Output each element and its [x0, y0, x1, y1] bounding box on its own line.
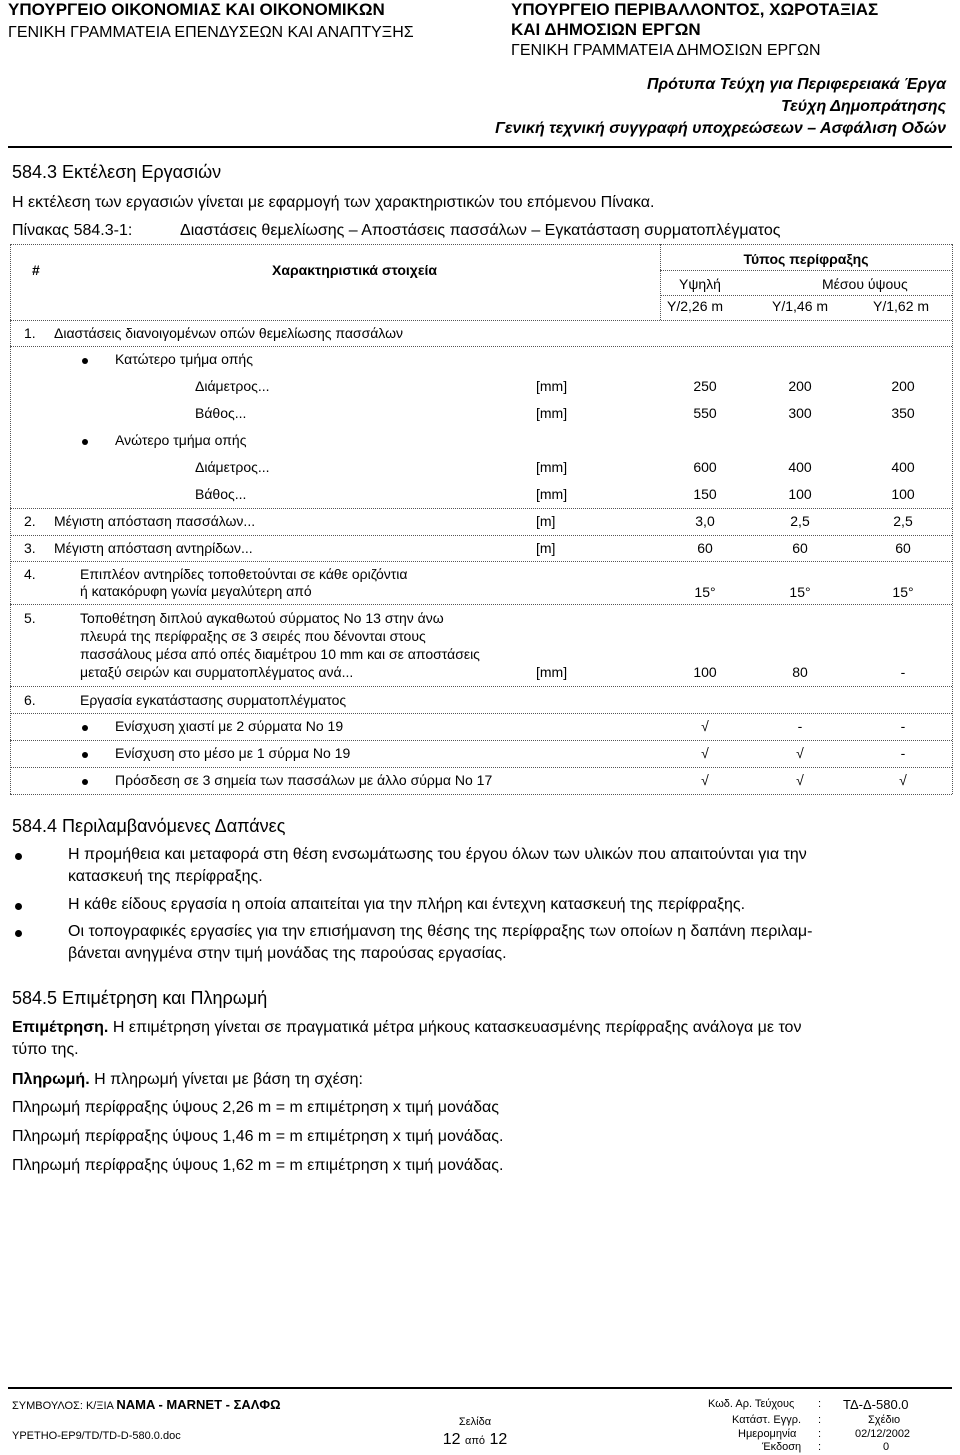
row6c-text: Πρόσδεση σε 3 σημεία των πασσάλων με άλλο σύρμα Νο 17	[115, 772, 493, 788]
header-doc-line-2: Τεύχη Δημοπράτησης	[780, 98, 946, 115]
table-rule	[10, 535, 952, 536]
costs-bullet-3-line-2: βάνεται ανηγμένα στην τιμή μονάδας της παρούσας εργασίας.	[68, 945, 507, 962]
costs-bullet-1-line-1: Η προμήθεια και μεταφορά στη θέση ενσωμάτωσης του έργου όλων των υλικών που απαιτούνται για την	[68, 846, 807, 863]
bullet-icon	[82, 752, 88, 758]
lower-depth-label: Βάθος...	[195, 405, 247, 421]
row1-text: Διαστάσεις διανοιγομένων οπών θεμελίωσης πασσάλων	[54, 325, 404, 341]
table-rule	[660, 270, 952, 271]
payment-line-1: Πληρωμή περίφραξης ύψους 2,26 m = m επιμέτρηση x τιμή μονάδας	[12, 1099, 499, 1116]
footer-state-value: Σχέδιο	[868, 1414, 901, 1426]
measure-line-1: Επιμέτρηση. Η επιμέτρηση γίνεται σε πραγματικά μέτρα μήκους κατασκευασμένης περίφραξης ανάλογα με τον	[12, 1019, 802, 1036]
row3-val-1: 60	[697, 540, 713, 556]
upper-diameter-val-3: 400	[891, 459, 915, 475]
table-rule	[10, 346, 952, 347]
payment-line-2: Πληρωμή περίφραξης ύψους 1,46 m = m επιμέτρηση x τιμή μονάδας.	[12, 1128, 504, 1145]
row6b-val-3: -	[900, 745, 906, 761]
table-rule	[10, 320, 952, 321]
table-rule	[10, 604, 952, 605]
row2-val-3: 2,5	[893, 513, 913, 529]
footer-colon: :	[818, 1441, 822, 1453]
footer-code-value: ΤΔ-Δ-580.0	[843, 1397, 909, 1412]
row6b-text: Ενίσχυση στο μέσο με 1 σύρμα Νο 19	[115, 745, 351, 761]
table-label: Πίνακας 584.3-1:	[12, 222, 133, 239]
row4-num: 4.	[24, 566, 36, 582]
row5-text-3: πασσάλους μέσα από οπές διαμέτρου 10 mm και σε αποστάσεις	[80, 646, 480, 662]
row3-unit: [m]	[536, 540, 556, 556]
footer-page-label: Σελίδα	[458, 1416, 492, 1428]
row2-val-1: 3,0	[695, 513, 715, 529]
payment-intro: Πληρωμή. Η πληρωμή γίνεται με βάση τη σχέση:	[12, 1071, 363, 1088]
row5-val-1: 100	[693, 664, 717, 680]
bullet-icon	[82, 725, 88, 731]
upper-depth-val-2: 100	[788, 486, 812, 502]
upper-diameter-unit: [mm]	[536, 459, 568, 475]
lower-diameter-val-3: 200	[891, 378, 915, 394]
footer-code-label: Κωδ. Αρ. Τεύχους	[708, 1398, 795, 1410]
row4-text-1: Επιπλέον αντηρίδες τοποθετούνται σε κάθε οριζόντια	[80, 566, 408, 582]
row6c-val-3: √	[899, 772, 907, 788]
footer-state-label: Κατάστ. Εγγρ.	[732, 1414, 802, 1426]
header-right-title-1: ΥΠΟΥΡΓΕΙΟ ΠΕΡΙΒΑΛΛΟΝΤΟΣ, ΧΩΡΟΤΑΞΙΑΣ	[511, 0, 879, 19]
table-rule	[660, 295, 952, 296]
intro-text: Η εκτέλεση των εργασιών γίνεται με εφαρμογή των χαρακτηριστικών του επόμενου Πίνακα.	[12, 194, 655, 211]
row6a-val-1: √	[701, 718, 709, 734]
row6b-val-2: √	[796, 745, 804, 761]
row2-num: 2.	[24, 513, 36, 529]
costs-bullet-3-line-1: Οι τοπογραφικές εργασίες για την επισήμανση της θέσης της περίφραξης των οποίων η δαπάνη περιλαμ-	[68, 923, 813, 940]
bullet-icon	[82, 779, 88, 785]
col-features: Χαρακτηριστικά στοιχεία	[272, 262, 437, 278]
row5-text-4: μεταξύ σειρών και συρματοπλέγματος ανά...	[80, 664, 354, 680]
footer-colon: :	[818, 1398, 822, 1410]
row6a-val-3: -	[900, 718, 906, 734]
col-type: Τύπος περίφραξης	[743, 251, 869, 267]
footer-rule	[8, 1387, 952, 1389]
measure-line-2: τύπο της.	[12, 1041, 79, 1058]
row6a-text: Ενίσχυση χιαστί με 2 σύρματα Νο 19	[115, 718, 344, 734]
bullet-icon	[82, 358, 88, 364]
costs-bullet-1-line-2: κατασκευή της περίφραξης.	[68, 868, 263, 885]
row5-val-2: 80	[792, 664, 808, 680]
bullet-icon	[82, 439, 88, 445]
table-rule	[10, 686, 952, 687]
row6-text: Εργασία εγκατάστασης συρματοπλέγματος	[80, 692, 347, 708]
footer-page-number: 12 από 12	[442, 1431, 508, 1448]
row2-unit: [m]	[536, 513, 556, 529]
lower-depth-val-3: 350	[891, 405, 915, 421]
lower-depth-val-2: 300	[788, 405, 812, 421]
upper-depth-label: Βάθος...	[195, 486, 247, 502]
row5-text-2: πλευρά της περίφραξης σε 3 σειρές που δένονται στους	[80, 628, 426, 644]
row3-text: Μέγιστη απόσταση αντηρίδων...	[54, 540, 253, 556]
row6c-val-2: √	[796, 772, 804, 788]
upper-part-label: Ανώτερο τμήμα οπής	[115, 432, 247, 448]
header-doc-line-3: Γενική τεχνική συγγραφή υποχρεώσεων – Ασφάλιση Οδών	[495, 120, 946, 137]
lower-depth-val-1: 550	[693, 405, 717, 421]
footer-consultant: ΣΥΜΒΟΥΛΟΣ: Κ/ΞΙΑ NAMA - MARNET - ΣΑΛΦΩ	[12, 1397, 281, 1412]
lower-diameter-val-2: 200	[788, 378, 812, 394]
table-rule-vertical	[952, 244, 953, 794]
table-rule	[10, 767, 952, 768]
row3-num: 3.	[24, 540, 36, 556]
upper-diameter-val-1: 600	[693, 459, 717, 475]
row6c-val-1: √	[701, 772, 709, 788]
row6a-val-2: -	[797, 718, 803, 734]
lower-part-label: Κατώτερο τμήμα οπής	[115, 351, 253, 367]
row5-num: 5.	[24, 610, 36, 626]
row5-text-1: Τοποθέτηση διπλού αγκαθωτού σύρματος Νο 13 στην άνω	[80, 610, 444, 626]
section-heading-584-5: 584.5 Επιμέτρηση και Πληρωμή	[12, 988, 268, 1008]
header-left-title: ΥΠΟΥΡΓΕΙΟ ΟΙΚΟΝΟΜΙΑΣ ΚΑΙ ΟΙΚΟΝΟΜΙΚΩΝ	[8, 0, 385, 19]
row2-val-2: 2,5	[790, 513, 810, 529]
lower-diameter-label: Διάμετρος...	[195, 378, 270, 394]
row5-unit: [mm]	[536, 664, 568, 680]
col-sub-3: Υ/1,62 m	[873, 298, 930, 314]
row4-val-2: 15°	[789, 584, 811, 600]
table-rule	[10, 740, 952, 741]
table-rule-vertical	[10, 244, 11, 794]
row4-val-3: 15°	[892, 584, 914, 600]
table-title: Διαστάσεις θεμελίωσης – Αποστάσεις πασσάλων – Εγκατάσταση συρματοπλέγματος	[180, 222, 781, 239]
col-mid: Μέσου ύψους	[822, 276, 908, 292]
header-left-subtitle: ΓΕΝΙΚΗ ΓΡΑΜΜΑΤΕΙΑ ΕΠΕΝΔΥΣΕΩΝ ΚΑΙ ΑΝΑΠΤΥΞΗΣ	[8, 24, 414, 41]
col-hash: #	[32, 262, 40, 278]
row1-num: 1.	[24, 325, 36, 341]
footer-colon: :	[818, 1428, 822, 1440]
upper-depth-val-1: 150	[693, 486, 717, 502]
col-high: Υψηλή	[679, 276, 721, 292]
table-rule	[10, 794, 952, 795]
footer-colon: :	[818, 1414, 822, 1426]
payment-line-3: Πληρωμή περίφραξης ύψους 1,62 m = m επιμέτρηση x τιμή μονάδας.	[12, 1157, 504, 1174]
upper-depth-val-3: 100	[891, 486, 915, 502]
section-heading-584-3: 584.3 Εκτέλεση Εργασιών	[12, 162, 222, 182]
footer-date-label: Ημερομηνία	[738, 1428, 797, 1440]
upper-diameter-label: Διάμετρος...	[195, 459, 270, 475]
upper-depth-unit: [mm]	[536, 486, 568, 502]
costs-bullet-2: Η κάθε είδους εργασία η οποία απαιτείται για την πλήρη και έντεχνη κατασκευή της περίφραξης.	[68, 896, 746, 913]
row2-text: Μέγιστη απόσταση πασσάλων...	[54, 513, 256, 529]
row4-text-2: ή κατακόρυφη γωνία μεγαλύτερη από	[80, 583, 312, 599]
col-sub-1: Υ/2,26 m	[667, 298, 724, 314]
lower-diameter-val-1: 250	[693, 378, 717, 394]
bullet-icon	[15, 930, 22, 937]
footer-edition-label: Έκδοση	[762, 1441, 802, 1453]
table-rule	[10, 713, 952, 714]
row3-val-2: 60	[792, 540, 808, 556]
row5-val-3: -	[900, 664, 906, 680]
bullet-icon	[15, 903, 22, 910]
bullet-icon	[15, 853, 22, 860]
footer-date-value: 02/12/2002	[855, 1428, 911, 1440]
header-right-title-2: ΚΑΙ ΔΗΜΟΣΙΩΝ ΕΡΓΩΝ	[511, 20, 701, 39]
row4-val-1: 15°	[694, 584, 716, 600]
lower-diameter-unit: [mm]	[536, 378, 568, 394]
col-sub-2: Υ/1,46 m	[772, 298, 829, 314]
row6-num: 6.	[24, 692, 36, 708]
header-right-subtitle: ΓΕΝΙΚΗ ΓΡΑΜΜΑΤΕΙΑ ΔΗΜΟΣΙΩΝ ΕΡΓΩΝ	[511, 42, 821, 59]
upper-diameter-val-2: 400	[788, 459, 812, 475]
footer-edition-value: 0	[883, 1441, 890, 1453]
table-rule	[10, 244, 952, 245]
header-doc-line-1: Πρότυπα Τεύχη για Περιφερειακά Έργα	[646, 76, 946, 93]
row6b-val-1: √	[701, 745, 709, 761]
section-heading-584-4: 584.4 Περιλαμβανόμενες Δαπάνες	[12, 816, 286, 836]
footer-file: ΥΡΕΤΗΟ-ΕΡ9/TD/TD-D-580.0.doc	[12, 1430, 181, 1442]
lower-depth-unit: [mm]	[536, 405, 568, 421]
row3-val-3: 60	[895, 540, 911, 556]
header-rule	[8, 146, 952, 148]
table-rule	[10, 508, 952, 509]
table-rule	[10, 561, 952, 562]
